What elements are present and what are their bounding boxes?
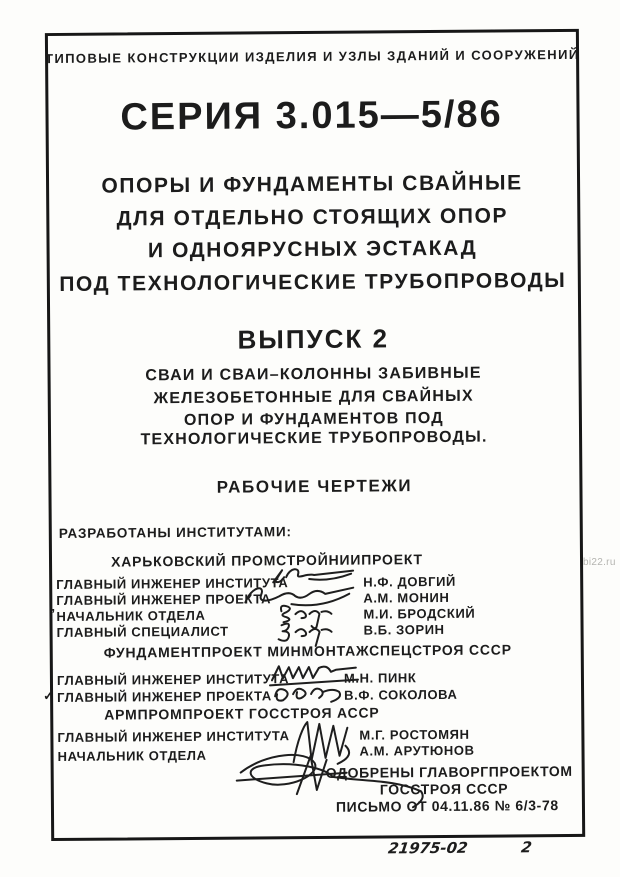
official-name: А.М. МОНИН	[363, 589, 450, 606]
approval-line-2: ГОССТРОЯ СССР	[379, 780, 509, 798]
document-subtitle-line: ДЛЯ ОТДЕЛЬНО СТОЯЩИХ ОПОР	[116, 204, 509, 231]
document-subtitle-line: ПОД ТЕХНОЛОГИЧЕСКИЕ ТРУБОПРОВОДЫ	[59, 268, 567, 296]
official-role: НАЧАЛЬНИК ОТДЕЛА	[56, 607, 206, 624]
official-name: А.М. АРУТЮНОВ	[359, 742, 475, 759]
handwritten-sheet-number: 2	[520, 838, 533, 857]
handwritten-doc-number: 21975-02	[387, 838, 469, 858]
working-drawings-label: РАБОЧИЕ ЧЕРТЕЖИ	[216, 476, 413, 497]
issue-description-line: ЖЕЛЕЗОБЕТОННЫЕ ДЛЯ СВАЙНЫХ	[153, 387, 474, 408]
official-name: М.Г. РОСТОМЯН	[359, 726, 470, 743]
document-subtitle-line: И ОДНОЯРУСНЫХ ЭСТАКАД	[147, 236, 478, 263]
official-role: НАЧАЛЬНИК ОТДЕЛА	[57, 747, 207, 764]
official-role: ГЛАВНЫЙ СПЕЦИАЛИСТ	[56, 623, 229, 640]
approval-line-1: ОДОБРЕНЫ ГЛАВОРГПРОЕКТОМ	[325, 762, 573, 781]
official-role: ГЛАВНЫЙ ИНЖЕНЕР ИНСТИТУТА	[57, 728, 290, 745]
official-role: ГЛАВНЫЙ ИНЖЕНЕР ИНСТИТУТА	[56, 575, 289, 592]
document-category-header: ТИПОВЫЕ КОНСТРУКЦИИ ИЗДЕЛИЯ И УЗЛЫ ЗДАНИЙ И СООРУЖЕНИЙ	[45, 46, 580, 67]
official-name: В.Ф. СОКОЛОВА	[344, 686, 458, 703]
document-subtitle-line: ОПОРЫ И ФУНДАМЕНТЫ СВАЙНЫЕ	[101, 171, 523, 198]
official-name: Н.Ф. ДОВГИЙ	[363, 573, 457, 590]
official-name: В.Б. ЗОРИН	[363, 621, 445, 638]
site-watermark: bi22.ru	[583, 557, 616, 568]
handwritten-tick-mark: ʼ	[51, 606, 56, 622]
official-role: ГЛАВНЫЙ ИНЖЕНЕР ИНСТИТУТА	[56, 671, 290, 688]
official-name: М.Н. ПИНК	[343, 670, 417, 686]
approval-line-3: ПИСЬМО ОТ 04.11.86 № 6/3-78	[335, 797, 559, 815]
issue-description-line: ОПОР И ФУНДАМЕНТОВ ПОД	[183, 409, 444, 429]
developed-by-label: РАЗРАБОТАНЫ ИНСТИТУТАМИ:	[58, 524, 292, 541]
institute-name-fundamentproekt: ФУНДАМЕНТПРОЕКТ МИНМОНТАЖСПЕЦСТРОЯ СССР	[103, 641, 512, 661]
official-name: М.И. БРОДСКИЙ	[363, 605, 476, 622]
institute-name-kharkov: ХАРЬКОВСКИЙ ПРОМСТРОЙНИИПРОЕКТ	[110, 551, 423, 570]
issue-title: ВЫПУСК 2	[237, 323, 390, 355]
issue-description-line: СВАИ И СВАИ–КОЛОННЫ ЗАБИВНЫЕ	[145, 364, 482, 385]
institute-name-armpromproekt: АРМПРОМПРОЕКТ ГОССТРОЯ АССР	[104, 704, 380, 723]
official-role: ГЛАВНЫЙ ИНЖЕНЕР ПРОЕКТА	[57, 688, 272, 705]
issue-description-line: ТЕХНОЛОГИЧЕСКИЕ ТРУБОПРОВОДЫ.	[140, 428, 488, 449]
official-role: ГЛАВНЫЙ ИНЖЕНЕР ПРОЕКТА	[56, 591, 272, 608]
series-title: СЕРИЯ 3.015—5/86	[120, 93, 503, 139]
handwritten-check-mark: ✓	[43, 688, 55, 704]
